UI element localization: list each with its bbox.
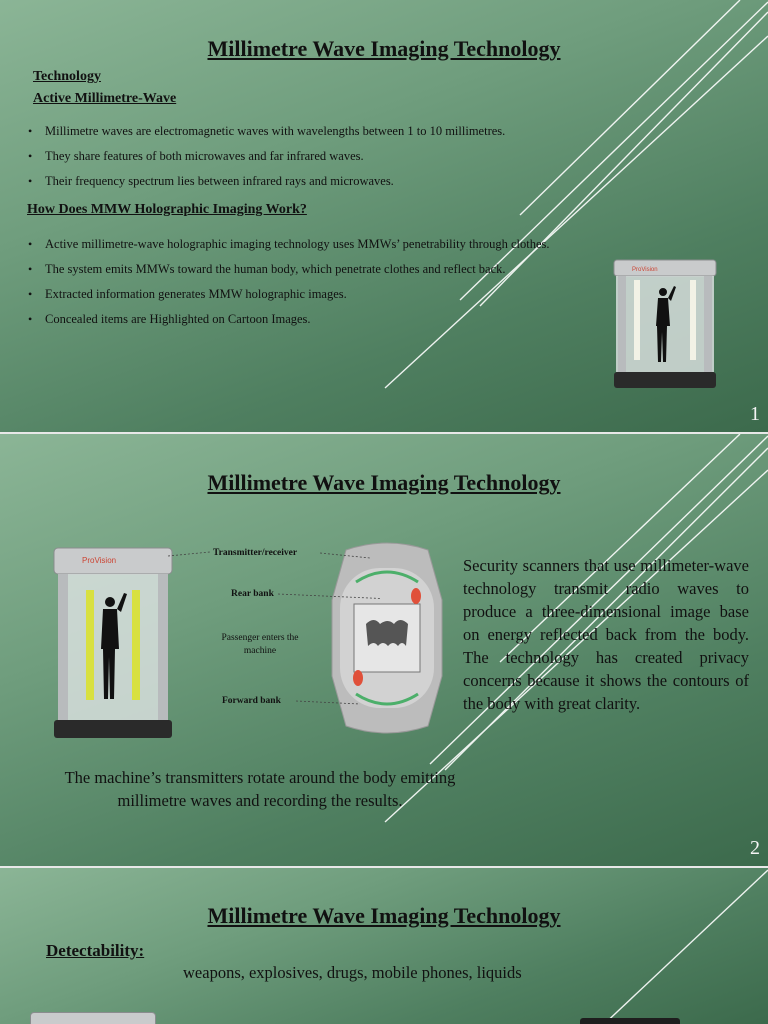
slide-number: 2: [750, 837, 760, 859]
scanner-booth-image: [30, 1012, 156, 1024]
label-transmitter: Transmitter/receiver: [213, 548, 298, 558]
list-item: • Concealed items are Highlighted on Cartoon Images.: [28, 311, 550, 327]
slide-number: 1: [750, 403, 760, 425]
heading-active-mmw: Active Millimetre-Wave: [33, 91, 177, 106]
list-item: • Extracted information generates MMW holographic images.: [28, 286, 550, 302]
slide-3: [0, 868, 768, 1024]
scanner-booth-image: [52, 544, 174, 742]
list-item: • The system emits MMWs toward the human body, which penetrate clothes and reflect back.: [28, 261, 550, 277]
image-caption: The machine’s transmitters rotate around the body emitting millimetre waves and recording the results.: [64, 768, 456, 810]
bullet-list-a: [28, 123, 505, 189]
heading-technology: Technology: [33, 69, 101, 84]
diagram-leader-lines: [160, 544, 380, 714]
scanner-booth-image: [612, 256, 718, 392]
partial-image: [580, 1018, 680, 1024]
detectability-label: Detectability:: [46, 941, 145, 960]
svg-text:ProVision: ProVision: [82, 556, 117, 565]
label-rear-bank: Rear bank: [231, 589, 274, 599]
detectability-items: weapons, explosives, drugs, mobile phones, liquids: [183, 963, 522, 982]
heading-how-it-works: How Does MMW Holographic Imaging Work?: [27, 202, 307, 217]
slide-title: Millimetre Wave Imaging Technology: [207, 36, 561, 61]
slide-title: Millimetre Wave Imaging Technology: [207, 470, 561, 495]
description-paragraph: Security scanners that use millimeter-wave technology transmit radio waves to produce a three-dimensional image base on energy reflected back from the body. The technology has created privacy concerns because it shows the contours of the body with great clarity.: [463, 556, 749, 713]
list-item: • They share features of both microwaves and far infrared waves.: [28, 148, 505, 164]
slide-2: [0, 434, 768, 866]
list-item: • Their frequency spectrum lies between infrared rays and microwaves.: [28, 173, 505, 189]
list-item: • Active millimetre-wave holographic imaging technology uses MMWs’ penetrability through clothes.: [28, 236, 550, 252]
list-item: • Millimetre waves are electromagnetic waves with wavelengths between 1 to 10 millimetres.: [28, 123, 505, 139]
label-forward-bank: Forward bank: [222, 696, 281, 706]
slide-1: [0, 0, 768, 432]
label-passenger: Passenger enters the machine: [221, 633, 299, 656]
slide-title: Millimetre Wave Imaging Technology: [207, 903, 561, 928]
svg-text:ProVision: ProVision: [632, 267, 658, 273]
bullet-list-b: [28, 236, 550, 327]
